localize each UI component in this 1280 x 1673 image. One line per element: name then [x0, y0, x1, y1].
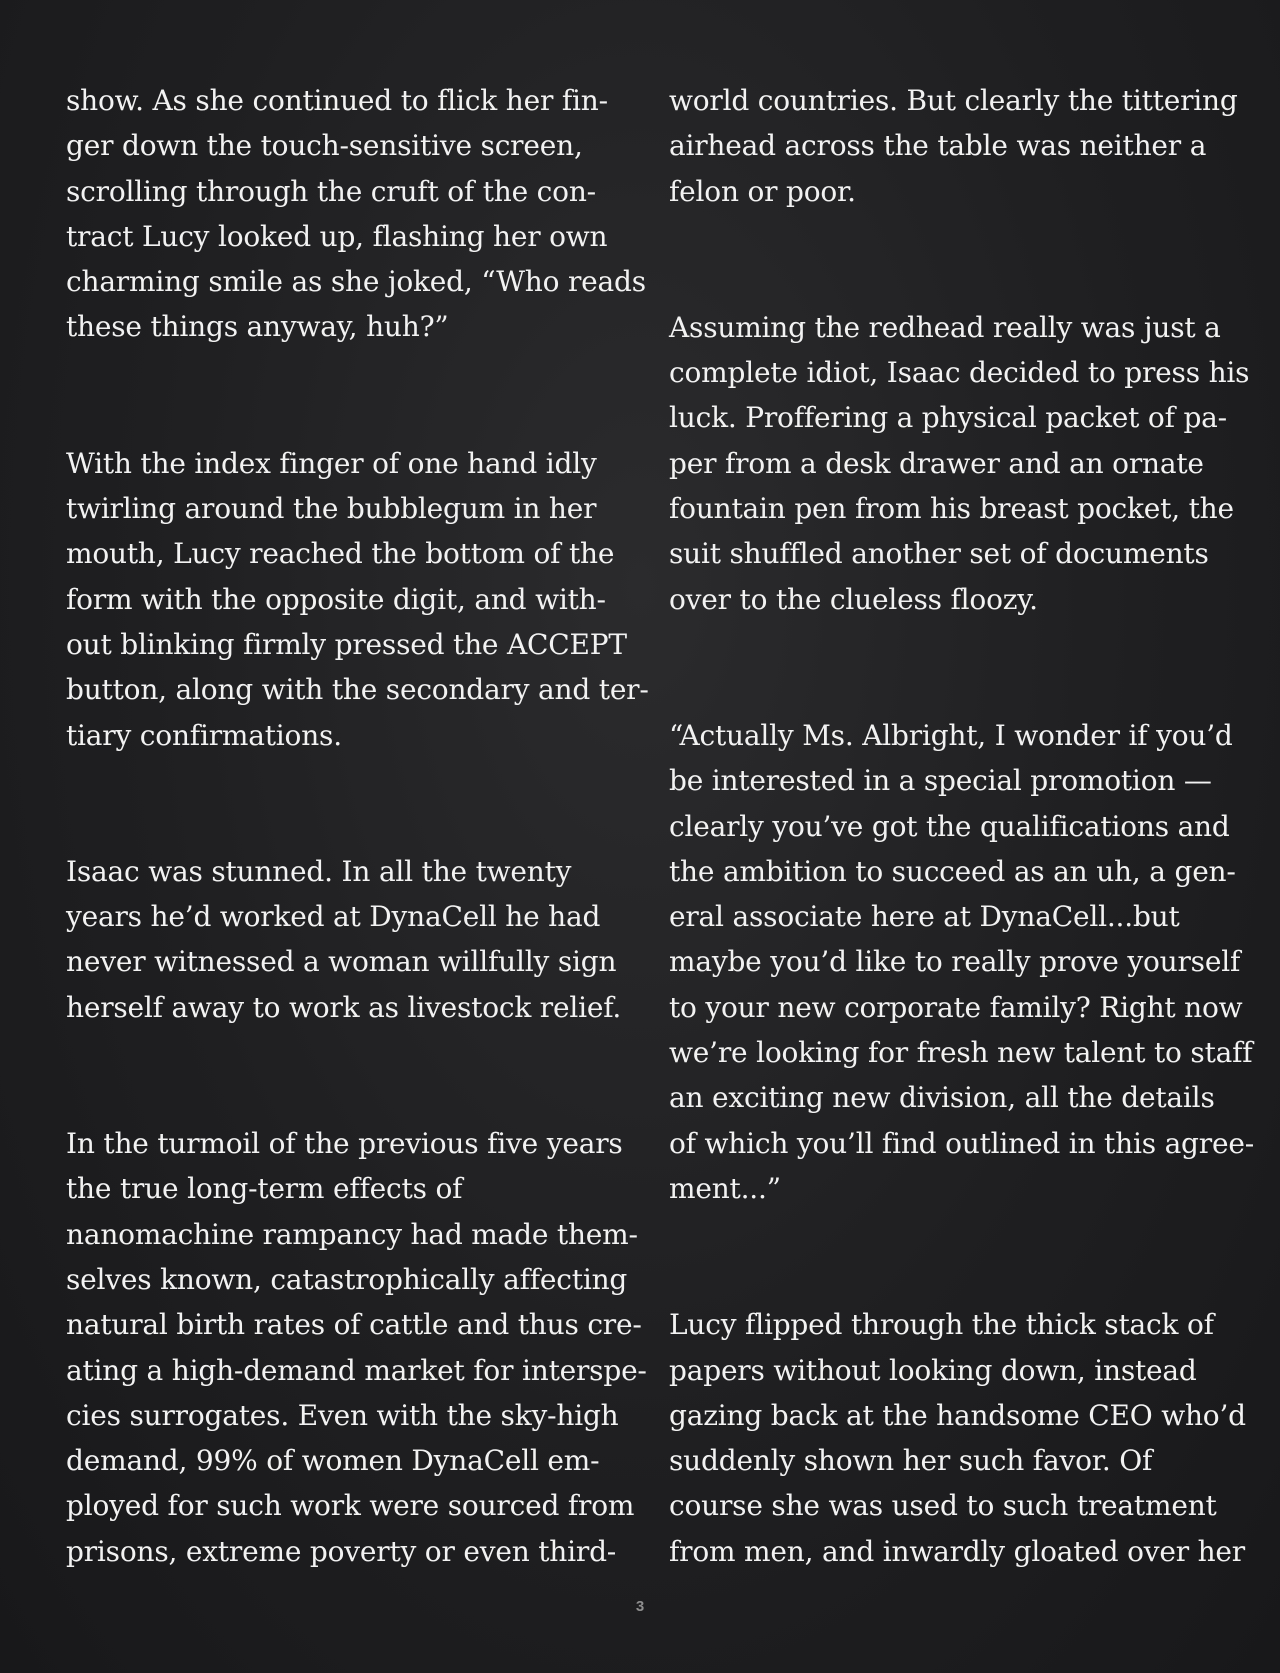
text-line: With the index finger of one hand idly	[66, 446, 597, 480]
text-line: Lucy flipped through the thick stack of	[669, 1308, 1214, 1342]
text-line: suit shuffled another set of documents	[669, 537, 1209, 571]
text-line: from men, and inwardly gloated over her	[669, 1534, 1245, 1568]
text-line: selves known, catastrophically affecting	[66, 1262, 628, 1296]
text-line: charming smile as she joked, “Who reads	[66, 265, 646, 299]
text-line: eral associate here at DynaCell...but	[669, 900, 1180, 934]
text-line: world countries. But clearly the tittering	[669, 84, 1238, 117]
text-line: felon or poor.	[669, 174, 856, 208]
text-line: nanomachine rampancy had made them-	[66, 1217, 638, 1251]
text-line: never witnessed a woman willfully sign	[66, 945, 617, 979]
text-line: twirling around the bubblegum in her	[66, 492, 597, 526]
text-line: demand, 99% of women DynaCell em-	[66, 1444, 600, 1478]
text-line: an exciting new division, all the details	[669, 1081, 1215, 1115]
text-line: per from a desk drawer and an ornate	[669, 446, 1204, 480]
text-line: tract Lucy looked up, flashing her own	[66, 219, 608, 253]
text-line: complete idiot, Isaac decided to press his	[669, 356, 1250, 390]
text-line: scrolling through the cruft of the con-	[66, 174, 596, 208]
text-line: over to the clueless floozy.	[669, 582, 1038, 616]
text-line: ployed for such work were sourced from	[66, 1489, 635, 1523]
text-line: years he’d worked at DynaCell he had	[66, 900, 601, 934]
text-line: ger down the touch-sensitive screen,	[66, 129, 583, 163]
text-line: the ambition to succeed as an uh, a gen-	[669, 854, 1236, 888]
paragraph	[669, 305, 1250, 622]
paragraph	[669, 1302, 1246, 1574]
text-line: these things anyway, huh?”	[66, 310, 449, 344]
text-line: ating a high-demand market for interspe-	[66, 1353, 647, 1387]
text-line: we’re looking for fresh new talent to staff	[669, 1036, 1253, 1070]
text-line: the true long-term effects of	[66, 1172, 463, 1206]
text-line: course she was used to such treatment	[669, 1489, 1217, 1523]
text-line: herself away to work as livestock relief.	[66, 990, 622, 1024]
paragraph	[66, 849, 626, 1030]
text-line: airhead across the table was neither a	[669, 129, 1207, 163]
text-line: tiary confirmations.	[66, 718, 342, 752]
text-line: out blinking firmly pressed the ACCEPT	[66, 627, 627, 661]
text-line: button, along with the secondary and ter-	[66, 673, 649, 707]
text-line: suddenly shown her such favor. Of	[669, 1444, 1153, 1478]
text-line: form with the opposite digit, and with-	[66, 582, 606, 616]
text-line: luck. Proffering a physical packet of pa-	[669, 401, 1227, 435]
text-line: maybe you’d like to really prove yourself	[669, 945, 1241, 979]
text-line: “Actually Ms. Albright, I wonder if you’d	[669, 718, 1233, 752]
text-line: In the turmoil of the previous five years	[66, 1127, 623, 1161]
left-column	[66, 78, 649, 1665]
right-column	[669, 78, 1254, 1665]
text-line: Isaac was stunned. In all the twenty	[66, 854, 572, 888]
paragraph	[66, 441, 649, 758]
paragraph	[669, 713, 1254, 1211]
text-line: cies surrogates. Even with the sky-high	[66, 1398, 619, 1432]
text-line: prisons, extreme poverty or even third-	[66, 1534, 617, 1568]
text-line: natural birth rates of cattle and thus cre-	[66, 1308, 642, 1342]
text-line: of which you’ll find outlined in this agree-	[669, 1126, 1254, 1160]
text-line: ment...”	[669, 1171, 781, 1205]
paragraph	[66, 1121, 647, 1574]
text-line: be interested in a special promotion —	[669, 764, 1212, 798]
text-line: papers without looking down, instead	[669, 1353, 1197, 1387]
text-line: gazing back at the handsome CEO who’d	[669, 1398, 1246, 1432]
text-line: fountain pen from his breast pocket, the	[669, 492, 1234, 526]
text-line: mouth, Lucy reached the bottom of the	[66, 537, 615, 571]
paragraph	[66, 78, 646, 350]
paragraph	[669, 78, 1238, 214]
text-line: clearly you’ve got the qualifications and	[669, 809, 1230, 843]
page-number: 3	[635, 1598, 645, 1615]
text-line: show. As she continued to flick her fin-	[66, 84, 608, 117]
text-line: to your new corporate family? Right now	[669, 990, 1243, 1024]
text-line: Assuming the redhead really was just a	[669, 310, 1221, 344]
